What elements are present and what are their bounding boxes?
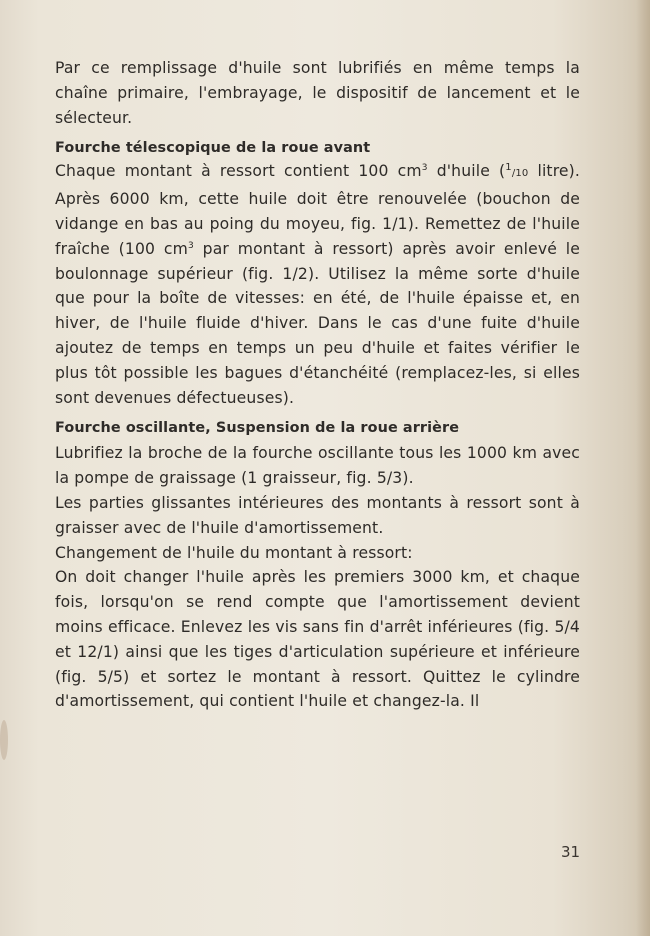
- page-number: 31: [561, 843, 581, 861]
- fraction-denominator: 10: [515, 168, 529, 180]
- section-heading-rear-suspension: Fourche oscillante, Suspension de la roue arrière: [55, 420, 460, 437]
- rear-paragraph-4: On doit changer l'huile après les premiers 3000 km, et chaque fois, lorsqu'on se rend compte que l'amortissement devient moins efficace. Enlevez les vis sans fin d'arrêt inférieures (fig. 5/4 et 12/1) ainsi que les tiges d'articulation supérieure et inférieure (fig. 5/5) et sortez le montant à ressort. Quittez le cylindre d'amortissement, qui contient l'huile et changez-la. Il: [55, 568, 580, 711]
- front-fork-text-a: Chaque montant à ressort contient 100 cm: [55, 162, 422, 181]
- superscript-cube-2: 3: [187, 240, 194, 251]
- paper-stain: [0, 720, 8, 760]
- superscript-cube-1: 3: [421, 163, 428, 174]
- section-heading-front-fork: Fourche télescopique de la roue avant: [55, 140, 371, 157]
- intro-paragraph: Par ce remplissage d'huile sont lubrifiés en même temps la chaîne primaire, l'embrayage, le dispositif de lancement et le sélecteur.: [55, 59, 580, 127]
- front-fork-text-b: d'huile (: [427, 162, 506, 181]
- front-fork-text-c: litre). Après 6000 km, cette huile doit être renouvelée (bouchon de vidange en bas au poing du moyeu, fig. 1/1). Remettez de l'huile fraîche (100 cm: [55, 162, 580, 258]
- page-edge-shadow: [636, 0, 650, 936]
- fraction-slash: /: [511, 168, 516, 180]
- rear-paragraph-2: Les parties glissantes intérieures des montants à ressort sont à graisser avec de l'huile d'amortissement.: [55, 493, 580, 537]
- front-fork-paragraph: [55, 159, 580, 410]
- rear-paragraph-1: Lubrifiez la broche de la fourche oscillante tous les 1000 km avec la pompe de graissage (1 graisseur, fig. 5/3).: [55, 444, 580, 488]
- page-text: [55, 56, 580, 714]
- front-fork-text-d: par montant à ressort) après avoir enlevé le boulonnage supérieur (fig. 1/2). Utilisez la même sorte d'huile que pour la boîte de vitesses: en été, de l'huile épaisse et, en hiver, de l'huile fluide d'hiver. Dans le cas d'une fuite d'huile ajoutez de temps en temps un peu d'huile et faites vérifier le plus tôt possible les bagues d'étanchéité (remplacez-les, si elles sont devenues défectueuses).: [55, 239, 580, 407]
- rear-paragraph-3: Changement de l'huile du montant à ressort:: [55, 543, 413, 562]
- fraction-numerator: 1: [505, 162, 512, 174]
